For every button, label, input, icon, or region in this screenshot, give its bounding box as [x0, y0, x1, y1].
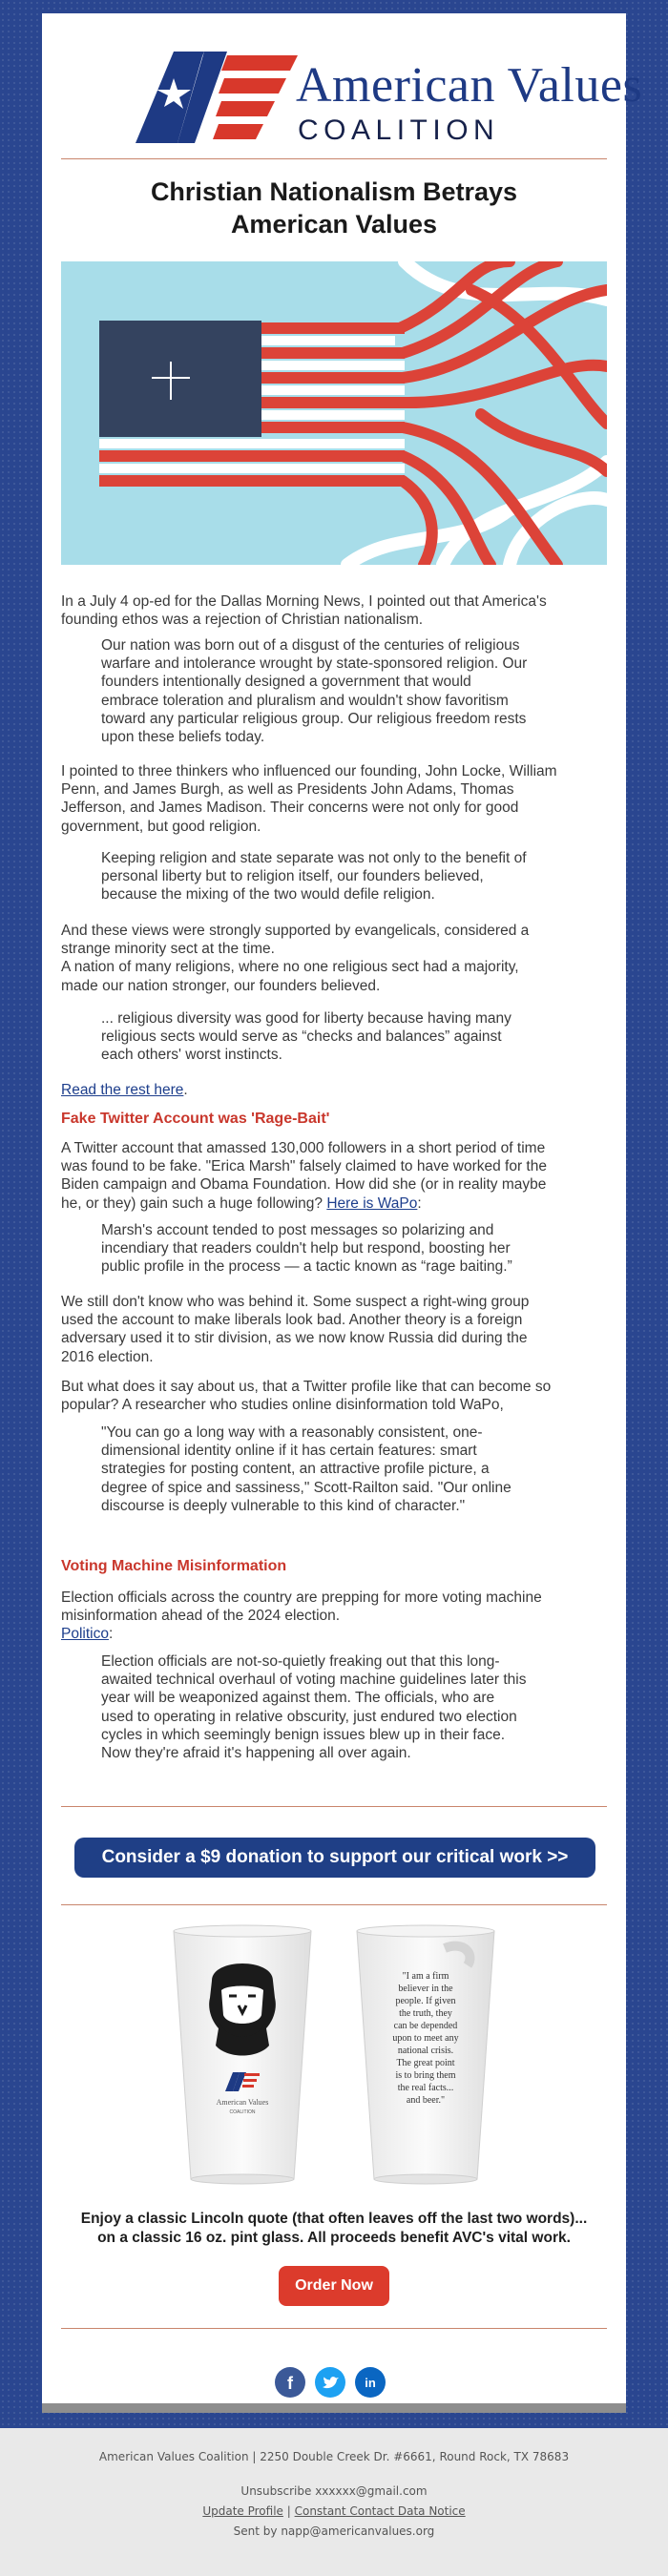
hero-flag-image[interactable] [61, 261, 607, 565]
svg-text:in: in [365, 2376, 376, 2390]
sent-by: Sent by napp@americanvalues.org [233, 2524, 435, 2538]
svg-text:and beer.": and beer." [406, 2095, 446, 2106]
svg-text:"I am a firm: "I am a firm [402, 1971, 449, 1982]
section-heading-voting: Voting Machine Misinformation [61, 1558, 287, 1574]
paragraph-theories: We still don't know who was behind it. Some suspect a right-wing group used the account to make liberals look bad. Another theory is a foreign adversary used it to stir division, as we now know Russia did during the 2016 election. [61, 1294, 530, 1365]
read-more-link[interactable]: Read the rest here [61, 1082, 184, 1098]
brand-logo[interactable] [116, 40, 643, 146]
promo-text: Enjoy a classic Lincoln quote (that often leaves off the last two words)... on a classic 16 oz. pint glass. All proceeds benefit AVC's vital work. [80, 2211, 588, 2246]
svg-text:believer in the: believer in the [398, 1984, 453, 1994]
section-heading-twitter: Fake Twitter Account was 'Rage-Bait' [61, 1111, 330, 1127]
footer-address: American Values Coalition | 2250 Double Creek Dr. #6661, Round Rock, TX 78683 [98, 2450, 570, 2463]
order-now-button[interactable]: Order Now [279, 2266, 389, 2306]
svg-text:f: f [287, 2374, 293, 2393]
update-profile-link[interactable]: Update Profile [202, 2504, 283, 2518]
blockquote-2: Keeping religion and state separate was not only to the benefit of personal liberty but to religion itself, our founders believed, because the mixing of the two would defile religion. [101, 850, 527, 904]
email-card [42, 13, 643, 2413]
politico-link[interactable]: Politico [61, 1626, 109, 1643]
read-more-paragraph: Read the rest here. [61, 1082, 188, 1098]
divider [61, 158, 607, 159]
divider [61, 1806, 607, 1807]
glass-brand: American Values [216, 2098, 269, 2107]
logo-av-mark [136, 52, 300, 145]
svg-text:the truth, they: the truth, they [399, 2008, 452, 2019]
paragraph-founders: I pointed to three thinkers who influenced our founding, John Locke, William Penn, and James Burgh, as well as Presidents John Adams, Thomas Jefferson, and James Madison. Their concerns were not only for good government, but good religion. [61, 763, 557, 835]
logo-wordmark: American Values [296, 58, 643, 113]
unsubscribe-link[interactable]: Unsubscribe xxxxxx@gmail.com [240, 2484, 428, 2498]
svg-text:national crisis.: national crisis. [397, 2046, 454, 2056]
blockquote-6: Election officials are not-so-quietly freaking out that this long- awaited technical overhaul of voting machine guidelines later this year will be weaponized against them. The officials, who are used to operating in relative obscurity, just endured two election cycles in which seemingly benign issues blew up in their face. Now they're afraid it's happening all over again. [101, 1653, 527, 1762]
paragraph-evangelicals: And these views were strongly supported by evangelicals, considered a strange minority sect at the time. A nation of many religions, where no one religious sect had a majority, made our nation stronger, our founders believed. [61, 923, 530, 994]
svg-text:upon to meet any: upon to meet any [392, 2033, 459, 2044]
logo-subtitle: COALITION [298, 114, 500, 146]
pint-glass-quote-image[interactable] [349, 1923, 502, 2191]
svg-text:can be depended: can be depended [393, 2021, 458, 2031]
article-headline: Christian Nationalism Betrays American Values [150, 177, 518, 239]
blockquote-4: Marsh's account tended to post messages so polarizing and incendiary that readers couldn't help but respond, boosting her public profile in the process — a tactic known as “rage baiting.” [101, 1222, 512, 1276]
divider [61, 1904, 607, 1905]
footer-links: Update Profile | Constant Contact Data Notice [202, 2504, 466, 2518]
blockquote-1: Our nation was born out of a disgust of the centuries of religious warfare and intolerance wrought by state-sponsored religion. Our founders intentionally designed a government that would embrace toleration and pluralism and wouldn't show favoritism toward any particular religious group. Our religious freedom rests upon these beliefs today. [101, 637, 528, 746]
paragraph-twitter: A Twitter account that amassed 130,000 followers in a short period of time was found to be fake. "Erica Marsh" falsely claimed to have worked for the Biden campaign and Obama Foundation. How did she (or in reality maybe he, or they) gain such a huge following? Here is WaPo: [61, 1140, 547, 1212]
svg-text:people. If given: people. If given [395, 1996, 456, 2006]
svg-text:The great point: The great point [396, 2058, 455, 2068]
glass-sub: COALITION [229, 2109, 256, 2115]
divider [61, 2328, 607, 2329]
facebook-icon[interactable] [275, 2367, 305, 2398]
data-notice-link[interactable]: Constant Contact Data Notice [294, 2504, 466, 2518]
pint-glass-lincoln-image[interactable] [166, 1923, 319, 2191]
svg-text:the real facts...: the real facts... [397, 2083, 454, 2093]
svg-text:is to bring them: is to bring them [395, 2070, 456, 2081]
card-bottom-bar [42, 2403, 626, 2413]
blockquote-5: "You can go a long way with a reasonably consistent, one- dimensional identity online if it has certain features: smart strategies for posting content, an attractive profile picture, a degree of spice and sassiness," Scott-Railton said. "Our online discourse is deeply vulnerable to this kind of character." [101, 1424, 511, 1514]
paragraph-voting: Election officials across the country are prepping for more voting machine misinformation ahead of the 2024 election. Politico: [61, 1589, 542, 1643]
paragraph-researcher: But what does it say about us, that a Twitter profile like that can become so popular? A researcher who studies online disinformation told WaPo, [61, 1379, 552, 1414]
twitter-icon[interactable] [315, 2367, 345, 2398]
linkedin-icon[interactable] [355, 2367, 386, 2398]
blockquote-3: ... religious diversity was good for liberty because having many religious sects would serve as “checks and balances” against each others' worst instincts. [101, 1010, 511, 1064]
intro-paragraph: In a July 4 op-ed for the Dallas Morning News, I pointed out that America's founding ethos was a rejection of Christian nationalism. [61, 593, 547, 629]
lincoln-quote-text [392, 1971, 458, 2106]
wapo-link[interactable]: Here is WaPo [326, 1195, 418, 1212]
donate-button[interactable]: Consider a $9 donation to support our critical work >> [74, 1838, 595, 1878]
